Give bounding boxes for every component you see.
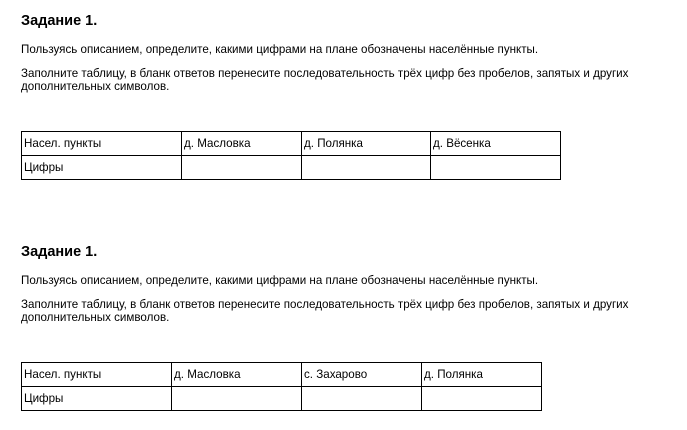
task-block-1 bbox=[21, 12, 671, 174]
table-header-cell: д. Масловка bbox=[182, 132, 302, 156]
fill-instruction-line-2: дополнительных символов. bbox=[21, 311, 170, 324]
table-header-cell: д. Полянка bbox=[422, 363, 542, 387]
table-header-cell: д. Вёсенка bbox=[431, 132, 561, 156]
fill-instruction-line-2: дополнительных символов. bbox=[21, 80, 170, 93]
task-fill-instruction bbox=[21, 298, 671, 324]
task-fill-instruction bbox=[21, 67, 671, 93]
table-header-cell: Насел. пункты bbox=[22, 363, 172, 387]
task-instruction: Пользуясь описанием, определите, какими цифрами на плане обозначены населённые пункты. bbox=[21, 274, 539, 287]
task-title: Задание 1. bbox=[21, 244, 98, 260]
table-header-cell: д. Масловка bbox=[172, 363, 302, 387]
answer-cell[interactable] bbox=[422, 387, 542, 411]
answer-cell[interactable] bbox=[182, 156, 302, 180]
table-header-row bbox=[22, 363, 542, 387]
table-header-row bbox=[22, 132, 561, 156]
table-row bbox=[22, 156, 561, 180]
table-row bbox=[22, 387, 542, 411]
task-title: Задание 1. bbox=[21, 13, 98, 29]
answer-cell[interactable] bbox=[302, 156, 431, 180]
fill-instruction-line-1: Заполните таблицу, в бланк ответов перенесите последовательность трёх цифр без пробелов, запятых и других bbox=[21, 67, 629, 80]
table-header-cell: Насел. пункты bbox=[22, 132, 182, 156]
answer-table bbox=[21, 362, 542, 411]
task-instruction: Пользуясь описанием, определите, какими цифрами на плане обозначены населённые пункты. bbox=[21, 43, 539, 56]
fill-instruction-line-1: Заполните таблицу, в бланк ответов перенесите последовательность трёх цифр без пробелов, запятых и других bbox=[21, 298, 629, 311]
answer-cell[interactable] bbox=[302, 387, 422, 411]
task-block-2 bbox=[21, 243, 671, 405]
answer-cell[interactable] bbox=[431, 156, 561, 180]
row-label-cell: Цифры bbox=[22, 387, 172, 411]
answer-cell[interactable] bbox=[172, 387, 302, 411]
table-header-cell: д. Полянка bbox=[302, 132, 431, 156]
row-label-cell: Цифры bbox=[22, 156, 182, 180]
table-header-cell: с. Захарово bbox=[302, 363, 422, 387]
answer-table bbox=[21, 131, 561, 180]
